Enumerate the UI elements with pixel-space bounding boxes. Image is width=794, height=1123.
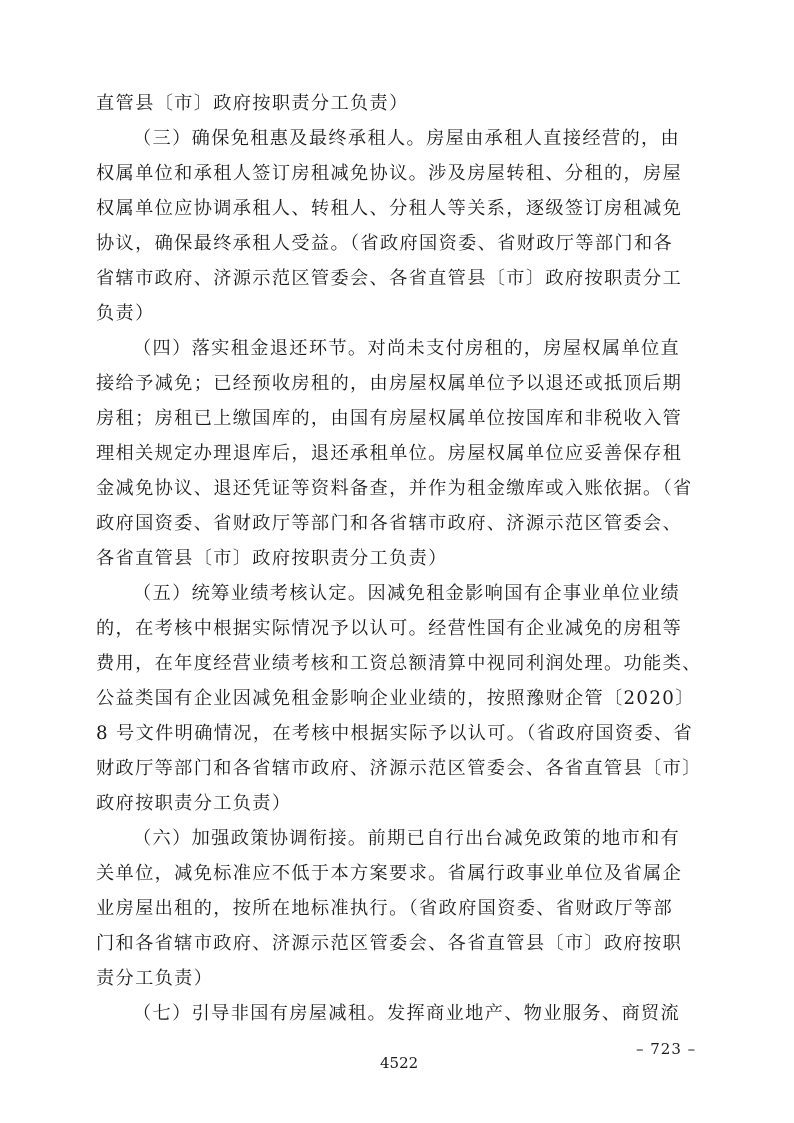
text-line: 公益类国有企业因减免租金影响企业业绩的，按照豫财企管〔2020〕: [96, 688, 695, 709]
text-line: 责分工负责）: [96, 968, 214, 989]
text-line: 直管县〔市〕政府按职责分工负责）: [96, 93, 409, 114]
text-line: 政府国资委、省财政厅等部门和各省辖市政府、济源示范区管委会、: [96, 513, 683, 534]
text-line: 省辖市政府、济源示范区管委会、各省直管县〔市〕政府按职责分工: [96, 268, 683, 289]
text-line: 权属单位和承租人签订房租减免协议。涉及房屋转租、分租的，房屋: [96, 163, 683, 184]
text-line: 8 号文件明确情况，在考核中根据实际予以认可。（省政府国资委、省: [96, 723, 694, 744]
text-line: 门和各省辖市政府、济源示范区管委会、各省直管县〔市〕政府按职: [96, 933, 683, 954]
paragraph-6-heading: （六）加强政策协调衔接。前期已自行出台减免政策的地市和有: [133, 828, 681, 849]
text-line: 接给予减免；已经预收房租的，由房屋权属单位予以退还或抵顶后期: [96, 373, 683, 394]
paragraph-7-heading: （七）引导非国有房屋减租。发挥商业地产、物业服务、商贸流: [133, 1003, 681, 1024]
text-line: 费用，在年度经营业绩考核和工资总额清算中视同利润处理。功能类、: [96, 653, 702, 674]
page-number: – 723 –: [636, 1040, 697, 1058]
text-line: 金减免协议、退还凭证等资料备查，并作为租金缴库或入账依据。（省: [96, 478, 693, 499]
paragraph-4-heading: （四）落实租金退还环节。对尚未支付房租的，房屋权属单位直: [133, 338, 681, 359]
paragraph-5-heading: （五）统筹业绩考核认定。因减免租金影响国有企事业单位业绩: [133, 583, 681, 604]
text-line: 业房屋出租的，按所在地标准执行。（省政府国资委、省财政厅等部: [96, 898, 674, 919]
text-line: 的，在考核中根据实际情况予以认可。经营性国有企业减免的房租等: [96, 618, 683, 639]
text-line: 房租；房租已上缴国库的，由国有房屋权属单位按国库和非税收入管: [96, 408, 683, 429]
document-code: 4522: [380, 1054, 419, 1072]
text-line: 各省直管县〔市〕政府按职责分工负责）: [96, 548, 448, 569]
text-line: 协议，确保最终承租人受益。（省政府国资委、省财政厅等部门和各: [96, 233, 674, 254]
text-line: 财政厅等部门和各省辖市政府、济源示范区管委会、各省直管县〔市〕: [96, 758, 702, 779]
text-line: 负责）: [96, 303, 155, 324]
text-line: 关单位，减免标准应不低于本方案要求。省属行政事业单位及省属企: [96, 863, 683, 884]
paragraph-3-heading: （三）确保免租惠及最终承租人。房屋由承租人直接经营的，由: [133, 128, 681, 149]
text-line: 权属单位应协调承租人、转租人、分租人等关系，逐级签订房租减免: [96, 198, 683, 219]
text-line: 理相关规定办理退库后，退还承租单位。房屋权属单位应妥善保存租: [96, 443, 683, 464]
text-line: 政府按职责分工负责）: [96, 793, 292, 814]
